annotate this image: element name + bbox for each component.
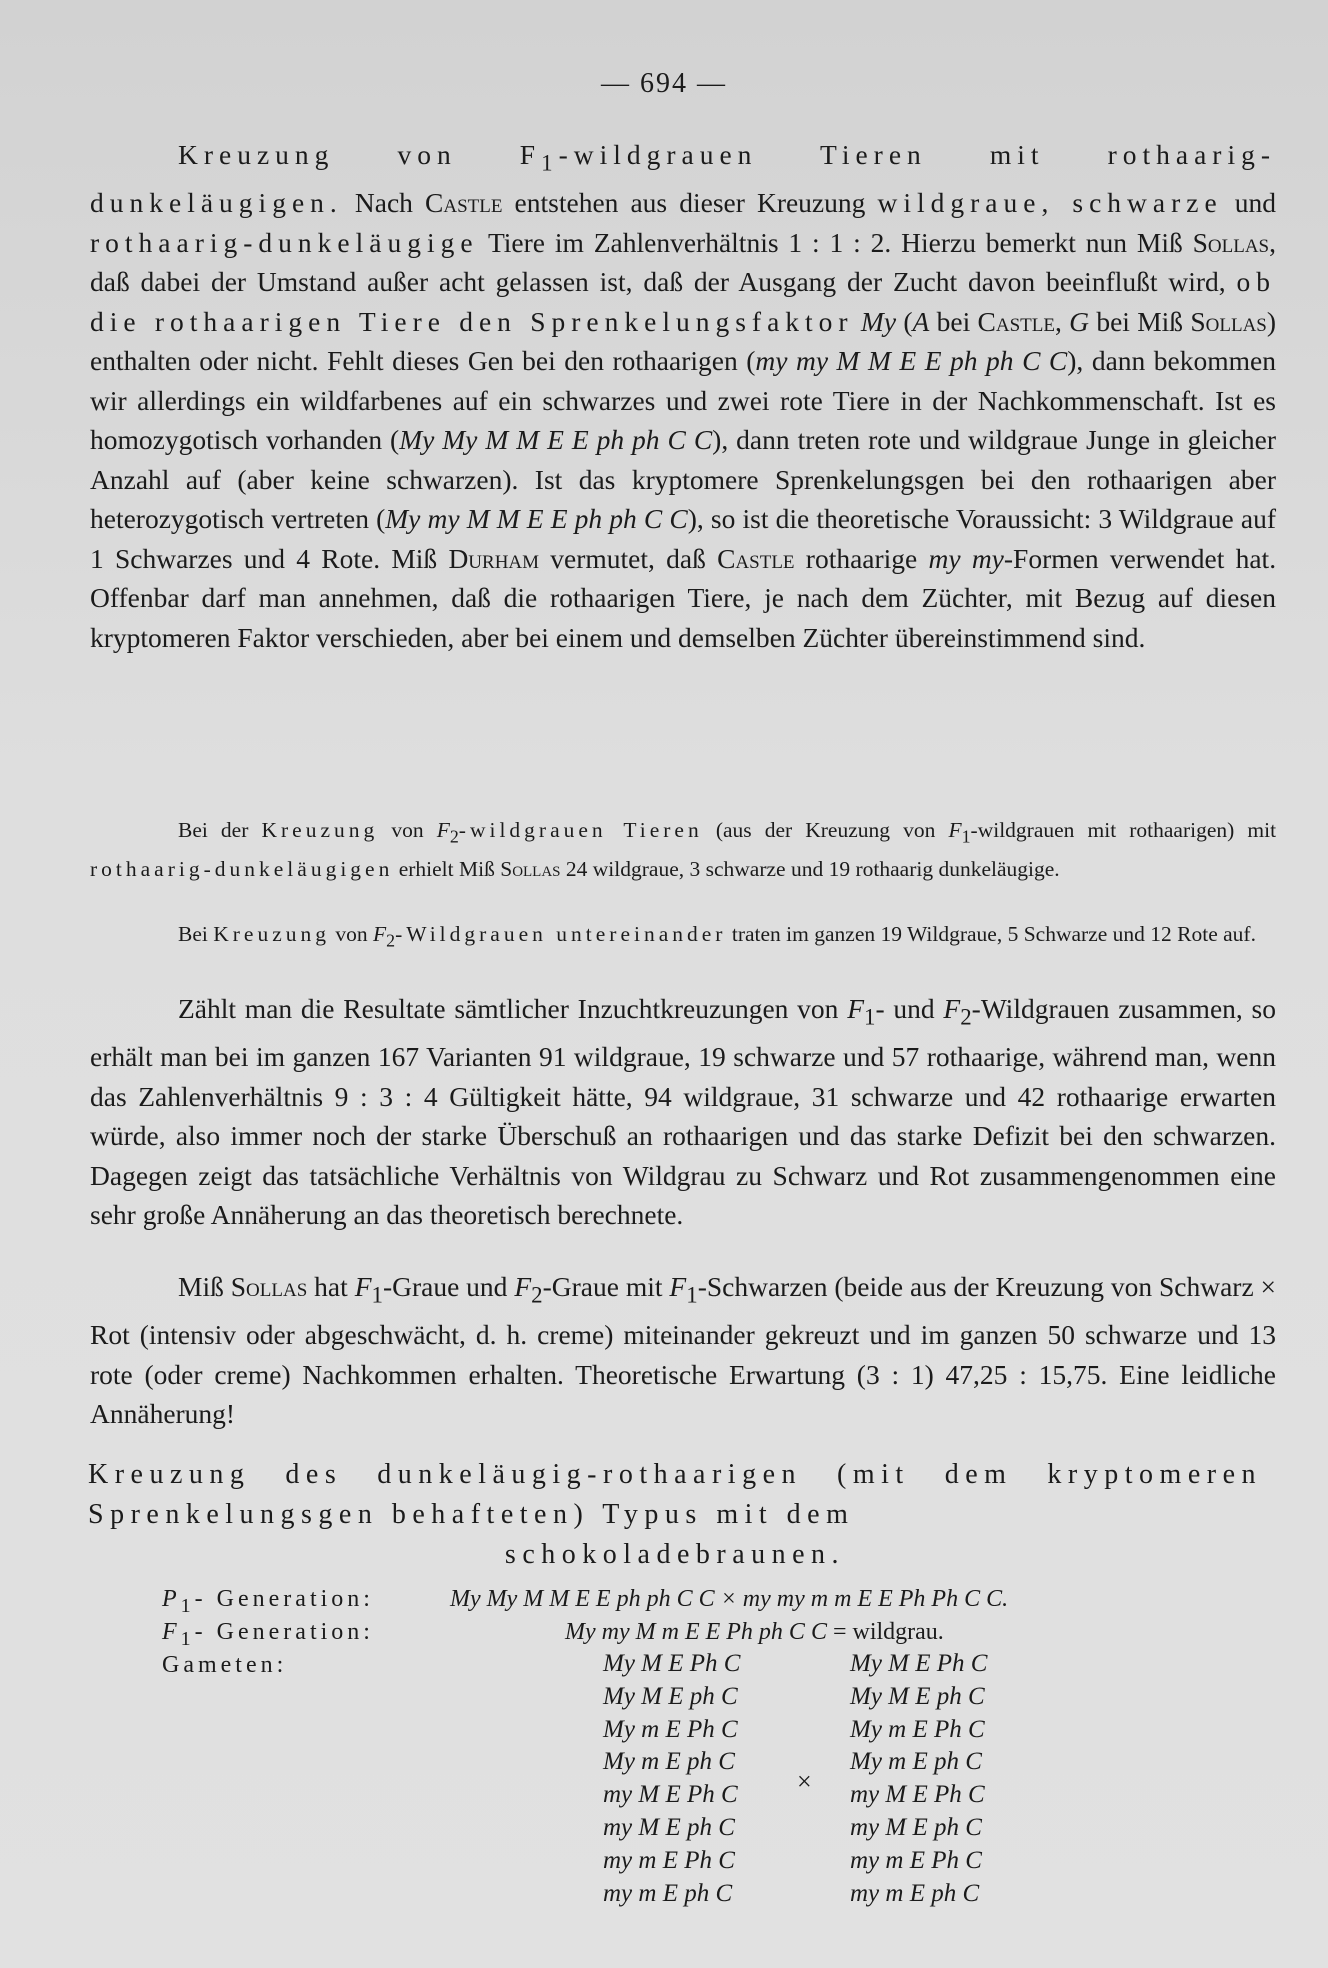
gamete-entry: my M E ph C xyxy=(603,1813,735,1841)
author-castle: Castle xyxy=(717,542,795,574)
paragraph-sollas-result xyxy=(90,1267,1276,1434)
gamete-entry: My M E Ph C xyxy=(850,1650,988,1677)
text: , daß dabei der Umstand außer acht gelassen ist, daß der Ausgang der Zucht davon beeinflußt wird, xyxy=(90,226,1276,297)
spaced-term: wildgraue, schwarze xyxy=(877,187,1223,218)
gamete-entry: my m E ph C xyxy=(603,1879,733,1907)
gamete-entry: My m E Ph C xyxy=(850,1715,985,1743)
paragraph-summary xyxy=(90,989,1276,1235)
gamete-entry: My M E Ph C xyxy=(603,1650,741,1677)
text: ), dann treten rote und wildgraue Junge in gleicher Anzahl auf (aber keine schwarzen). Ist das kryptomere Sprenkelungsgen bei den rothaarigen aber heterozygotisch vertreten ( xyxy=(90,424,1276,534)
gamete-entry: my M E ph C xyxy=(850,1813,982,1841)
gametes-right-column xyxy=(850,1648,987,1910)
genotype-formula: My my M M E E ph ph C C xyxy=(385,503,688,534)
paragraph-text: Bei der Kreuzung von $F_2$-wildgrauen Tieren (aus der Kreuzung von $F_1$-wildgrauen mit rothaarigen) mit rothaarig-dunkeläugigen erhielt Miß Sollas 24 wildgraue, 3 schwarze und 19 rothaarig dunkeläugige. xyxy=(90,818,1277,881)
author-castle: Castle xyxy=(425,187,503,218)
gametes-left-column xyxy=(603,1648,740,1910)
text: entstehen aus dieser Kreuzung xyxy=(514,187,866,218)
text: ), so ist die theoretische Voraussicht: 3 Wildgraue auf 1 Schwarzes und 4 Rote. Miß xyxy=(90,503,1277,574)
gamete-entry: my M E Ph C xyxy=(850,1781,985,1809)
text: rothaarige xyxy=(805,542,918,574)
text: Nach xyxy=(354,187,413,218)
gamete-entry: my M E Ph C xyxy=(603,1781,738,1809)
text: , xyxy=(1054,305,1062,337)
genotype-formula: my my xyxy=(928,542,1004,574)
gene-symbol: My xyxy=(860,305,897,337)
author-castle: Castle xyxy=(977,305,1055,337)
text: vermutet, daß xyxy=(550,542,706,574)
author-sollas: Sollas xyxy=(1190,305,1267,337)
small-print-note-1 xyxy=(90,814,1276,885)
section-heading xyxy=(88,1455,1262,1575)
gamete-entry: my m E Ph C xyxy=(850,1846,982,1874)
f1-generation-label: $F_1-$ Generation: xyxy=(162,1619,374,1650)
paragraph-text: Zählt man die Resultate sämtlicher Inzuchtkreuzungen von $F_1-$ und $F_2$-Wildgrauen zusammen, so erhält man bei im ganzen 167 Varianten 91 wildgraue, 19 schwarze und 57 rothaarige, während man, wenn das Zahlenverhältnis 9 : 3 : 4 Gültigkeit hätte, 94 wildgraue, 31 schwarze und 42 rothaarige erwarten würde, also immer noch der starke Überschuß an rothaarigen und das starke Defizit bei den schwarzen. Dagegen zeigt das tatsächliche Verhältnis von Wildgrau zu Schwarz und Rot zusammengenommen eine sehr große Annäherung an das theoretisch berechnete. xyxy=(90,993,1276,1230)
gameten-label: Gameten: xyxy=(162,1652,288,1678)
heading-last-line: schokoladebraunen. xyxy=(504,1539,846,1570)
gamete-entry: My M E ph C xyxy=(850,1682,985,1710)
paragraph-text: Bei Kreuzung von $F_2$-Wildgrauen untereinander traten im ganzen 19 Wildgraue, 5 Schwarze und 12 Rote auf. xyxy=(178,922,1256,951)
heading-main: Kreuzung des dunkeläugig-rothaarigen (mit dem kryptomeren Sprenkelungsgen behafteten) Typus mit dem xyxy=(88,1459,1262,1530)
author-sollas: Sollas xyxy=(1192,226,1270,258)
paragraph-castle-cross xyxy=(90,135,1276,657)
spaced-term: ob die rothaarigen Tiere den Sprenkelungsfaktor xyxy=(90,266,1276,337)
genotype-formula: my my M M E E ph ph C C xyxy=(755,345,1068,376)
gamete-entry: my m E Ph C xyxy=(603,1846,735,1874)
gamete-entry: My m E Ph C xyxy=(603,1715,738,1743)
gamete-entry: my m E ph C xyxy=(850,1879,980,1907)
small-print-note-2 xyxy=(90,918,1276,957)
text: ), dann bekommen wir allerdings ein wildfarbenes auf ein schwarzes und zwei rote Tiere in der Nachkommenschaft. Ist es homozygotisch vorhanden ( xyxy=(90,345,1276,455)
gene-symbol: G xyxy=(1069,305,1090,337)
text: ( xyxy=(903,305,913,337)
gamete-entry: My m E ph C xyxy=(850,1748,982,1776)
cross-heading-spaced: Kreuzung von $F_1$-wildgrauen Tieren mit rothaarig-dunkeläugigen. xyxy=(90,139,1276,218)
gene-symbol: A xyxy=(912,305,930,337)
author-durham: Durham xyxy=(448,542,540,574)
gamete-entry: My m E ph C xyxy=(603,1748,735,1776)
genotype-formula: My My M M E E ph ph C C xyxy=(399,424,713,455)
cross-sign: × xyxy=(797,1767,812,1796)
text: -Formen verwendet hat. Offenbar darf man annehmen, daß die rothaarigen Tiere, je nach dem Züchter, mit Bezug auf diesen kryptomeren Faktor verschieden, aber bei einem und demselben Züchter übereinstimmend sind. xyxy=(90,542,1277,653)
f1-generation-formula: My my M m E E Ph ph C C = wildgrau. xyxy=(565,1619,944,1645)
text: bei xyxy=(936,305,971,337)
text: und xyxy=(1234,187,1277,218)
text: ) enthalten oder nicht. Fehlt dieses Gen bei den rothaarigen ( xyxy=(90,305,1277,376)
text: Tiere im Zahlenverhältnis 1 : 1 : 2. Hierzu bemerkt nun Miß xyxy=(487,226,1183,258)
page-number: — 694 — xyxy=(601,68,727,99)
gamete-entry: My M E ph C xyxy=(603,1682,738,1710)
p1-generation-formula: My My M M E E ph ph C C × my my m m E E Ph Ph C C. xyxy=(450,1586,1009,1612)
spaced-term: rothaarig-dunkeläugige xyxy=(90,226,479,258)
paragraph-text: Miß Sollas hat $F_1$-Graue und $F_2$-Graue mit $F_1$-Schwarzen (beide aus der Kreuzung von Schwarz × Rot (intensiv oder abgeschwächt, d. h. creme) miteinander gekreuzt und im ganzen 50 schwarze und 13 rote (oder creme) Nachkommen erhalten. Theoretische Erwartung (3 : 1) 47,25 : 15,75. Eine leidliche Annäherung! xyxy=(90,1271,1277,1429)
text: bei Miß xyxy=(1096,305,1184,337)
p1-generation-label: $P_1-$ Generation: xyxy=(162,1586,374,1617)
paragraph-text xyxy=(90,135,1276,657)
